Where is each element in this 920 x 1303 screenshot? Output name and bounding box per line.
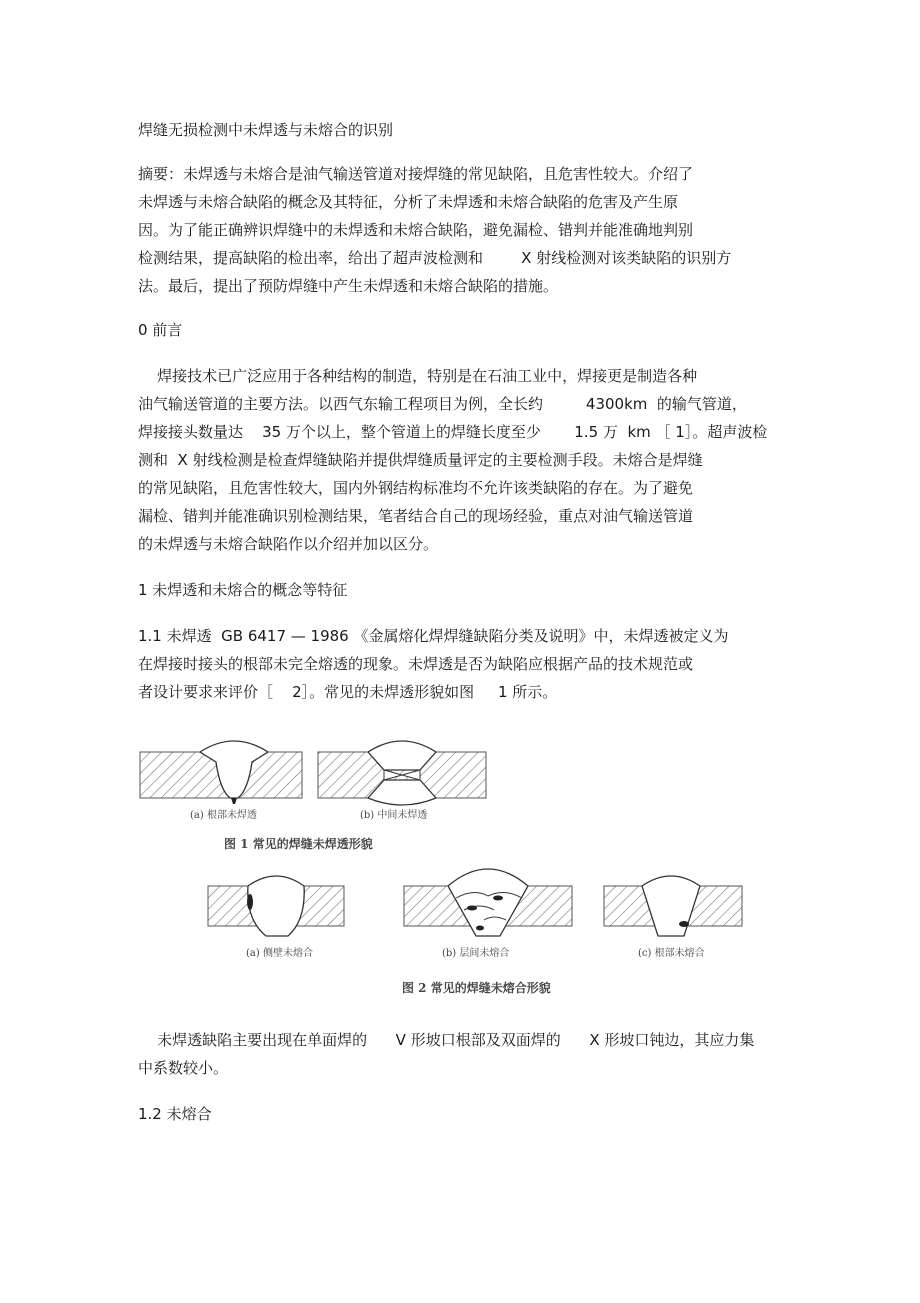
paragraph-line: 漏检、错判并能准确识别检测结果，笔者结合自己的现场经验，重点对油气输送管道 [138, 507, 694, 525]
abstract-line: 摘要：未焊透与未熔合是油气输送管道对接焊缝的常见缺陷，且危害性较大。介绍了 [138, 165, 694, 183]
section-heading-1: 1 未焊透和未熔合的概念等特征 [138, 581, 348, 599]
paragraph-line: 1.1 未焊透 GB 6417 — 1986 《金属熔化焊焊缝缺陷分类及说明》中，未焊透被定义为 [138, 627, 729, 645]
abstract-line: 法。最后，提出了预防焊缝中产生未焊透和未熔合缺陷的措施。 [138, 277, 559, 295]
abstract-line: 因。为了能正确辨识焊缝中的未焊透和未熔合缺陷，避免漏检、错判并能准确地判别 [138, 221, 694, 239]
fig1a-diagram [140, 741, 302, 804]
figure-svg [138, 730, 778, 1002]
paragraph-line: 在焊接时接头的根部未完全熔透的现象。未焊透是否为缺陷应根据产品的技术规范或 [138, 655, 694, 673]
paragraph-line: 焊接接头数量达 35 万个以上，整个管道上的焊缝长度至少 1.5 万 km ［ 1］。超声波检 [138, 423, 768, 441]
paragraph-line: 者设计要求来评价［ 2］。常见的未焊透形貌如图 1 所示。 [138, 683, 558, 701]
paragraph-line: 的未焊透与未熔合缺陷作以介绍并加以区分。 [138, 535, 439, 553]
paragraph-line: 的常见缺陷，且危害性较大，国内外钢结构标准均不允许该类缺陷的存在。为了避免 [138, 479, 694, 497]
abstract-line: 未焊透与未熔合缺陷的概念及其特征，分析了未焊透和未熔合缺陷的危害及产生原 [138, 193, 679, 211]
fig2c-diagram [604, 876, 742, 936]
fig1b-label: (b) 中间未焊透 [360, 810, 428, 821]
section-heading-intro: 0 前言 [138, 321, 183, 339]
fig2-caption: 图 2 常见的焊缝未熔合形貌 [402, 981, 551, 995]
fig2a-label: (a) 侧壁未熔合 [246, 948, 313, 959]
paragraph-line: 中系数较小。 [138, 1059, 229, 1077]
paragraph-line: 未焊透缺陷主要出现在单面焊的 V 形坡口根部及双面焊的 X 形坡口钝边，其应力集 [138, 1031, 755, 1049]
abstract-line: 检测结果，提高缺陷的检出率，给出了超声波检测和 X 射线检测对该类缺陷的识别方 [138, 249, 732, 267]
fig1-caption: 图 1 常见的焊缝未焊透形貌 [224, 837, 373, 851]
fig1a-label: (a) 根部未焊透 [190, 810, 257, 821]
fig2a-diagram [208, 876, 344, 936]
fig1b-diagram [318, 741, 486, 805]
fig2b-label: (b) 层间未熔合 [442, 948, 510, 959]
fig2b-diagram [404, 869, 572, 936]
paragraph-line: 油气输送管道的主要方法。以西气东输工程项目为例，全长约 4300km 的输气管道， [138, 395, 747, 413]
section-heading-1-2: 1.2 未熔合 [138, 1105, 212, 1123]
figure-weld-defects [138, 730, 778, 1002]
paragraph-line: 测和 X 射线检测是检查焊缝缺陷并提供焊缝质量评定的主要检测手段。未熔合是焊缝 [138, 451, 703, 469]
paragraph-line: 焊接技术已广泛应用于各种结构的制造，特别是在石油工业中，焊接更是制造各种 [138, 367, 698, 385]
document-title: 焊缝无损检测中未焊透与未熔合的识别 [138, 121, 394, 139]
fig2c-label: (c) 根部未熔合 [638, 948, 705, 959]
